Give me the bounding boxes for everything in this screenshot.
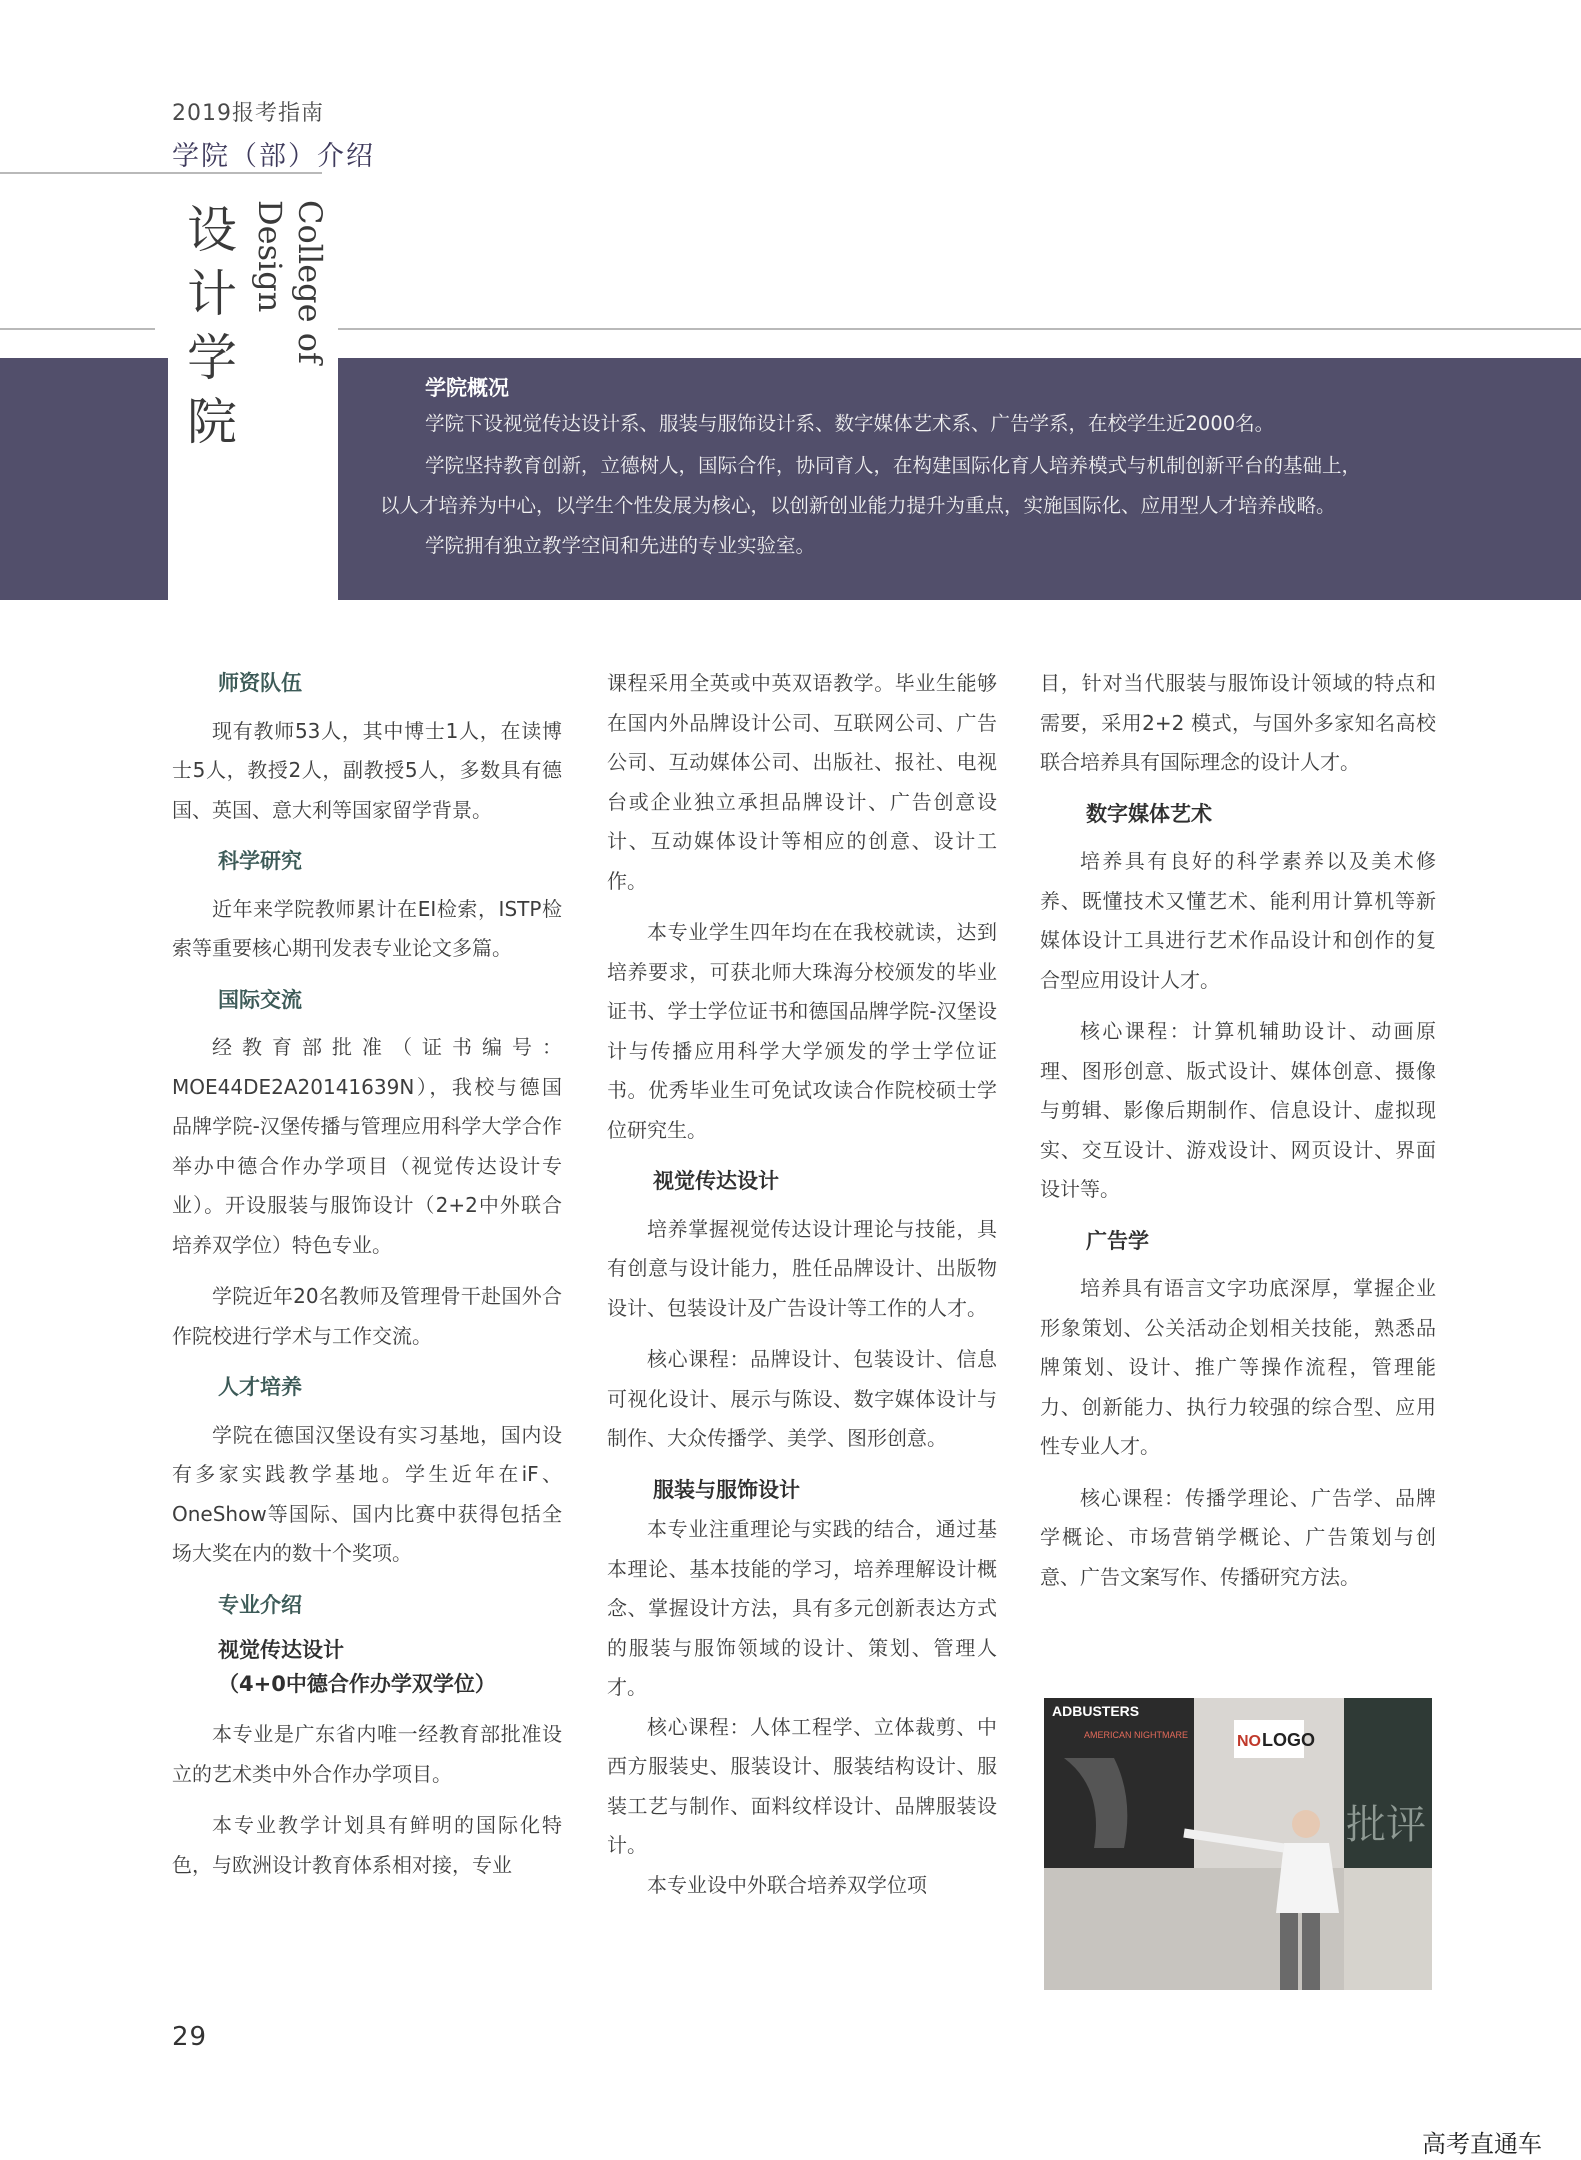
paragraph-advertising: 培养具有语言文字功底深厚，掌握企业形象策划、公关活动企划相关技能，熟悉品牌策划、设计、推广等操作流程，管理能力、创新能力、执行力较强的综合型、应用性专业人才。 <box>1040 1276 1436 1458</box>
paragraph-advertising-core: 核心课程：传播学理论、广告学、品牌学概论、市场营销学概论、广告策划与创意、广告文案写作、传播研究方法。 <box>1040 1485 1436 1589</box>
overview-band-left <box>0 358 168 600</box>
page-number: 29 <box>172 2022 208 2052</box>
heading-faculty: 师资队伍 <box>218 671 302 695</box>
poster-left-subtitle: AMERICAN NIGHTMARE <box>1084 1730 1189 1740</box>
paragraph-faculty: 现有教师53人，其中博士1人，在读博士5人，教授2人，副教授5人，多数具有德国、英国、意大利等国家留学背景。 <box>172 718 562 822</box>
heading-advertising: 广告学 <box>1086 1228 1149 1253</box>
heading-vcd-program <box>172 1633 562 1701</box>
paragraph-digital-media: 培养具有良好的科学素养以及美术修养、既懂技术又懂艺术、能利用计算机等新媒体设计工具进行艺术作品设计和创作的复合型应用设计人才。 <box>1040 849 1436 992</box>
watermark: 高考直通车 <box>1422 2130 1542 2158</box>
paragraph-fashion: 本专业注重理论与实践的结合，通过基本理论、基本技能的学习，培养理解设计概念、掌握设计方法，具有多元创新表达方式的服装与服饰领域的设计、策划、管理人才。 <box>607 1517 997 1699</box>
column-middle <box>607 664 997 1917</box>
paragraph-vcd: 培养掌握视觉传达设计理论与技能，具有创意与设计能力，胜任品牌设计、出版物设计、包装设计及广告设计等工作的人才。 <box>607 1216 997 1320</box>
column-left <box>172 664 562 1897</box>
heading-fashion: 服装与服饰设计 <box>653 1477 800 1502</box>
column-right <box>1040 664 1436 1609</box>
poster-right-no: NO <box>1237 1733 1261 1750</box>
overview-band <box>338 358 1581 600</box>
overview-paragraph: 学院下设视觉传达设计系、服装与服饰设计系、数字媒体艺术系、广告学系，在校学生近2000名。 <box>425 412 1275 435</box>
paragraph-continued: 目，针对当代服装与服饰设计领域的特点和需要，采用2+2 模式，与国外多家知名高校联合培养具有国际理念的设计人才。 <box>1040 671 1436 774</box>
paragraph-fashion-dual: 本专业设中外联合培养双学位项 <box>647 1872 927 1897</box>
heading-talent: 人才培养 <box>218 1375 302 1399</box>
lecture-photo-illustration <box>1044 1698 1432 1990</box>
heading-research: 科学研究 <box>218 849 302 873</box>
heading-vcd-line1: 视觉传达设计 <box>218 1638 344 1662</box>
paragraph-international: 经教育部批准（证书编号：MOE44DE2A20141639N），我校与德国品牌学院-汉堡传播与管理应用科学大学合作举办中德合作办学项目（视觉传达设计专业）。开设服装与服饰设计（2+2中外联合培养双学位）特色专业。 <box>172 1035 562 1257</box>
guide-year: 2019报考指南 <box>172 101 324 126</box>
paragraph-vcd-core: 核心课程：品牌设计、包装设计、信息可视化设计、展示与陈设、数字媒体设计与制作、大众传播学、美学、图形创意。 <box>607 1347 997 1450</box>
divider-mid-left <box>0 328 155 330</box>
blackboard-text: 批评 <box>1346 1802 1426 1848</box>
overview-title: 学院概况 <box>425 376 509 400</box>
paragraph-talent: 学院在德国汉堡设有实习基地，国内设有多家实践教学基地。学生近年在iF、OneShow等国际、国内比赛中获得包括全场大奖在内的数十个奖项。 <box>172 1422 562 1565</box>
paragraph-vcd: 本专业是广东省内唯一经教育部批准设立的艺术类中外合作办学项目。 <box>172 1722 562 1786</box>
overview-paragraph: 以人才培养为中心，以学生个性发展为核心，以创新创业能力提升为重点，实施国际化、应用型人才培养战略。 <box>380 494 1336 517</box>
poster-left-title: ADBUSTERS <box>1052 1703 1140 1719</box>
heading-digital-media: 数字媒体艺术 <box>1086 801 1212 826</box>
poster-right-logo: LOGO <box>1262 1730 1315 1750</box>
section-title: 学院（部）介绍 <box>172 141 375 172</box>
paragraph-digital-media-core: 核心课程：计算机辅助设计、动画原理、图形创意、版式设计、媒体创意、摄像与剪辑、影像后期制作、信息设计、虚拟现实、交互设计、游戏设计、网页设计、界面设计等。 <box>1040 1019 1436 1201</box>
divider-top <box>0 172 322 174</box>
lecture-photo <box>1044 1698 1432 1990</box>
heading-international: 国际交流 <box>218 987 302 1012</box>
college-name-cn: 设计学院 <box>187 201 237 451</box>
heading-majors: 专业介绍 <box>218 1592 302 1617</box>
heading-vcd-line2: （4+0中德合作办学双学位） <box>218 1672 496 1696</box>
paragraph-degree: 本专业学生四年均在在我校就读，达到培养要求，可获北师大珠海分校颁发的毕业证书、学士学位证书和德国品牌学院-汉堡设计与传播应用科学大学颁发的学士学位证书。优秀毕业生可免试攻读合作院校硕士学位研究生。 <box>607 920 997 1142</box>
college-name-en: College of Design <box>251 200 329 364</box>
heading-vcd: 视觉传达设计 <box>653 1169 779 1193</box>
paragraph-fashion-core: 核心课程：人体工程学、立体裁剪、中西方服装史、服装设计、服装结构设计、服装工艺与制作、面料纹样设计、品牌服装设计。 <box>607 1714 997 1857</box>
paragraph-continued: 课程采用全英或中英双语教学。毕业生能够在国内外品牌设计公司、互联网公司、广告公司、互动媒体公司、出版社、报社、电视台或企业独立承担品牌设计、广告创意设计、互动媒体设计等相应的创意、设计工作。 <box>607 671 997 893</box>
paragraph-vcd: 本专业教学计划具有鲜明的国际化特色，与欧洲设计教育体系相对接，专业 <box>172 1813 562 1877</box>
overview-paragraph: 学院坚持教育创新，立德树人，国际合作，协同育人，在构建国际化育人培养模式与机制创新平台的基础上， <box>425 454 1362 477</box>
overview-paragraph: 学院拥有独立教学空间和先进的专业实验室。 <box>425 534 816 557</box>
divider-mid-right <box>338 328 1581 330</box>
paragraph-research: 近年来学院教师累计在EI检索，ISTP检索等重要核心期刊发表专业论文多篇。 <box>172 896 562 960</box>
paragraph-international: 学院近年20名教师及管理骨干赴国外合作院校进行学术与工作交流。 <box>172 1284 562 1348</box>
